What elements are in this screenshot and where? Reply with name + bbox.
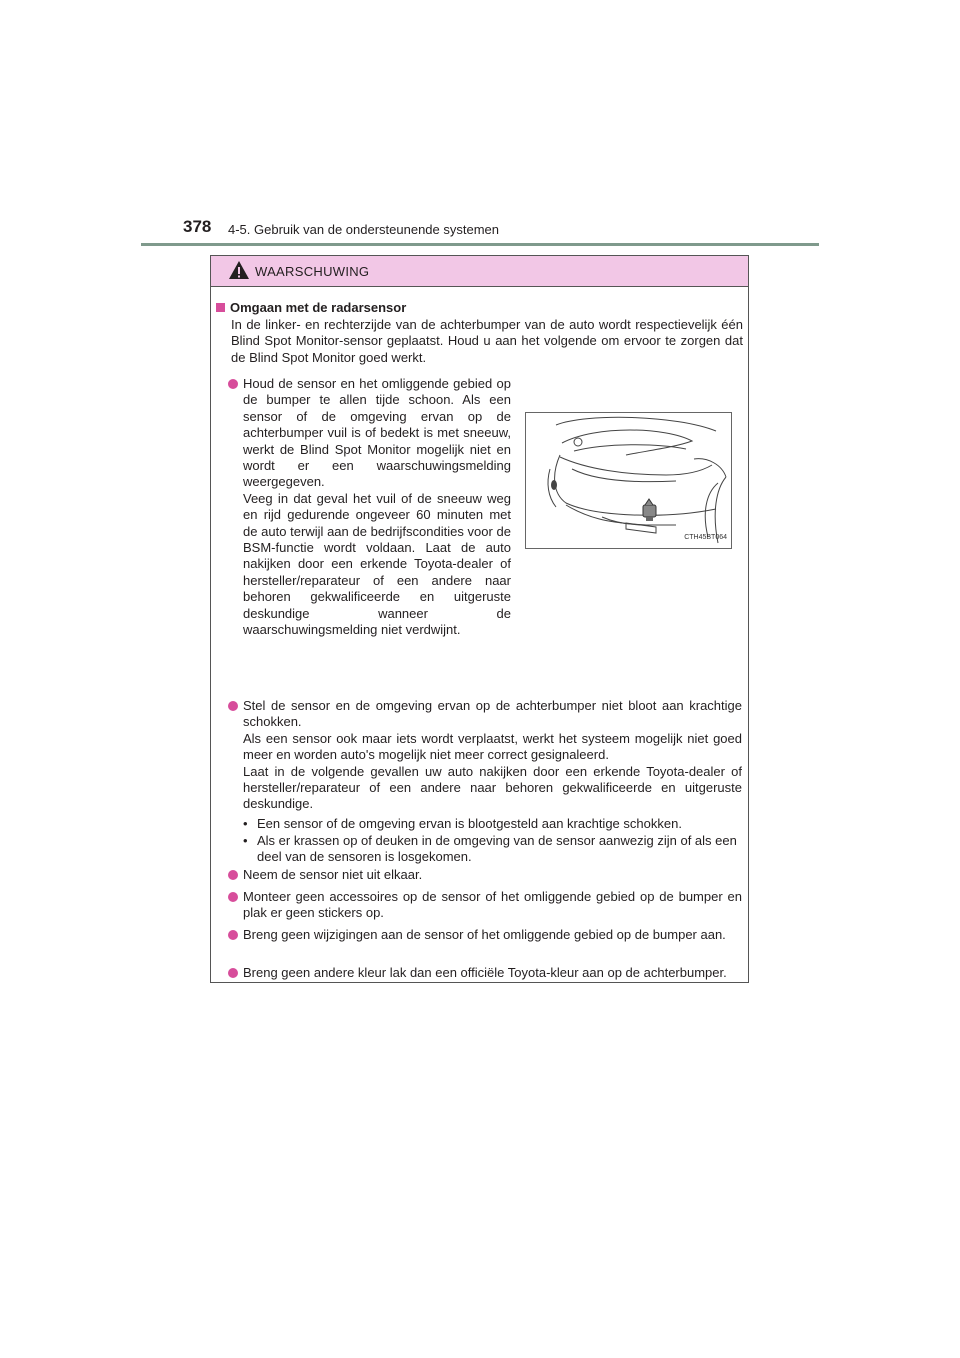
sub-bullet-mark: •: [243, 833, 248, 848]
sub-text: Als er krassen op of deuken in de omgeving van de sensor aanwezig zijn of als een deel van de sensoren is losgekomen.: [257, 833, 737, 865]
bullet-text: Laat in de volgende gevallen uw auto nakijken door een erkende Toyota-dealer of hersteller/reparateur of een andere naar behoren gekwalificeerde en uitgeruste deskundige.: [243, 763, 742, 812]
section-heading: [216, 300, 406, 316]
bullet-text: Veeg in dat geval het vuil of de sneeuw weg en rijd gedurende ongeveer 60 minuten met de auto terwijl aan de bedrijfscondities voor de BSM-functie wordt voldaan. Laat de auto nakijken door een erkende Toyota-dealer of hersteller/reparateur of een andere naar behoren gekwalificeerde en uitgeruste deskundige wanneer de waarschuwingsmelding niet verdwijnt.: [243, 490, 511, 638]
bullet-item: [228, 698, 742, 813]
heading-text: Omgaan met de radarsensor: [230, 300, 407, 315]
bullet-dot-icon: [228, 968, 238, 978]
section-title: 4-5. Gebruik van de ondersteunende systemen: [228, 222, 500, 237]
bullet-text: Breng geen wijzigingen aan de sensor of het omliggende gebied op de bumper aan.: [243, 927, 726, 942]
bullet-text: Breng geen andere kleur lak dan een officiële Toyota-kleur aan op de achterbumper.: [243, 965, 727, 980]
car-rear-bumper-figure: [525, 412, 732, 549]
bullet-text: Stel de sensor en de omgeving ervan op de achterbumper niet bloot aan krachtige schokken.: [243, 698, 742, 730]
sub-text: Een sensor of de omgeving ervan is blootgesteld aan krachtige schokken.: [257, 816, 682, 831]
bullet-item: [228, 376, 511, 639]
square-bullet-icon: [216, 303, 225, 312]
bullet-text: Neem de sensor niet uit elkaar.: [243, 867, 423, 882]
warning-box: [210, 255, 749, 983]
bullet-item: [228, 867, 742, 883]
bullet-item: [228, 889, 742, 922]
bullet-dot-icon: [228, 379, 238, 389]
bullet-dot-icon: [228, 930, 238, 940]
sub-bullet-mark: •: [243, 816, 248, 831]
figure-code: CTH45BT064: [684, 533, 727, 541]
page-number: 378: [183, 217, 212, 236]
bullet-text: Houd de sensor en het omliggende gebied op de bumper te allen tijde schoon. Als een sensor of de omgeving ervan op de achterbumper vuil is of bedekt is met sneeuw, werkt de Blind Spot Monitor mogelijk niet en wordt er een waarschuwingsmelding weergegeven.: [243, 376, 511, 490]
warning-title: WAARSCHUWING: [255, 264, 370, 279]
bullet-text: Monteer geen accessoires op de sensor of het omliggende gebied op de bumper en plak er geen stickers op.: [243, 889, 742, 921]
bullet-item: [228, 965, 742, 981]
bullet-item: [228, 927, 742, 943]
bullet-dot-icon: [228, 870, 238, 880]
header-rule: [141, 243, 819, 246]
sub-list-item: [243, 816, 741, 832]
bullet-dot-icon: [228, 892, 238, 902]
warning-header: [211, 256, 748, 287]
sub-list-item: [243, 833, 741, 866]
intro-paragraph: In de linker- en rechterzijde van de achterbumper van de auto wordt respectievelijk één Blind Spot Monitor-sensor geplaatst. Houd u aan het volgende om ervoor te zorgen dat de Blind Spot Monitor goed werkt.: [231, 317, 743, 365]
bullet-dot-icon: [228, 701, 238, 711]
warning-triangle-icon: [228, 260, 250, 280]
car-rear-illustration: [526, 413, 732, 549]
bullet-text: Als een sensor ook maar iets wordt verplaatst, werkt het systeem mogelijk niet goed meer en worden auto's mogelijk niet meer correct gesignaleerd.: [243, 730, 742, 763]
